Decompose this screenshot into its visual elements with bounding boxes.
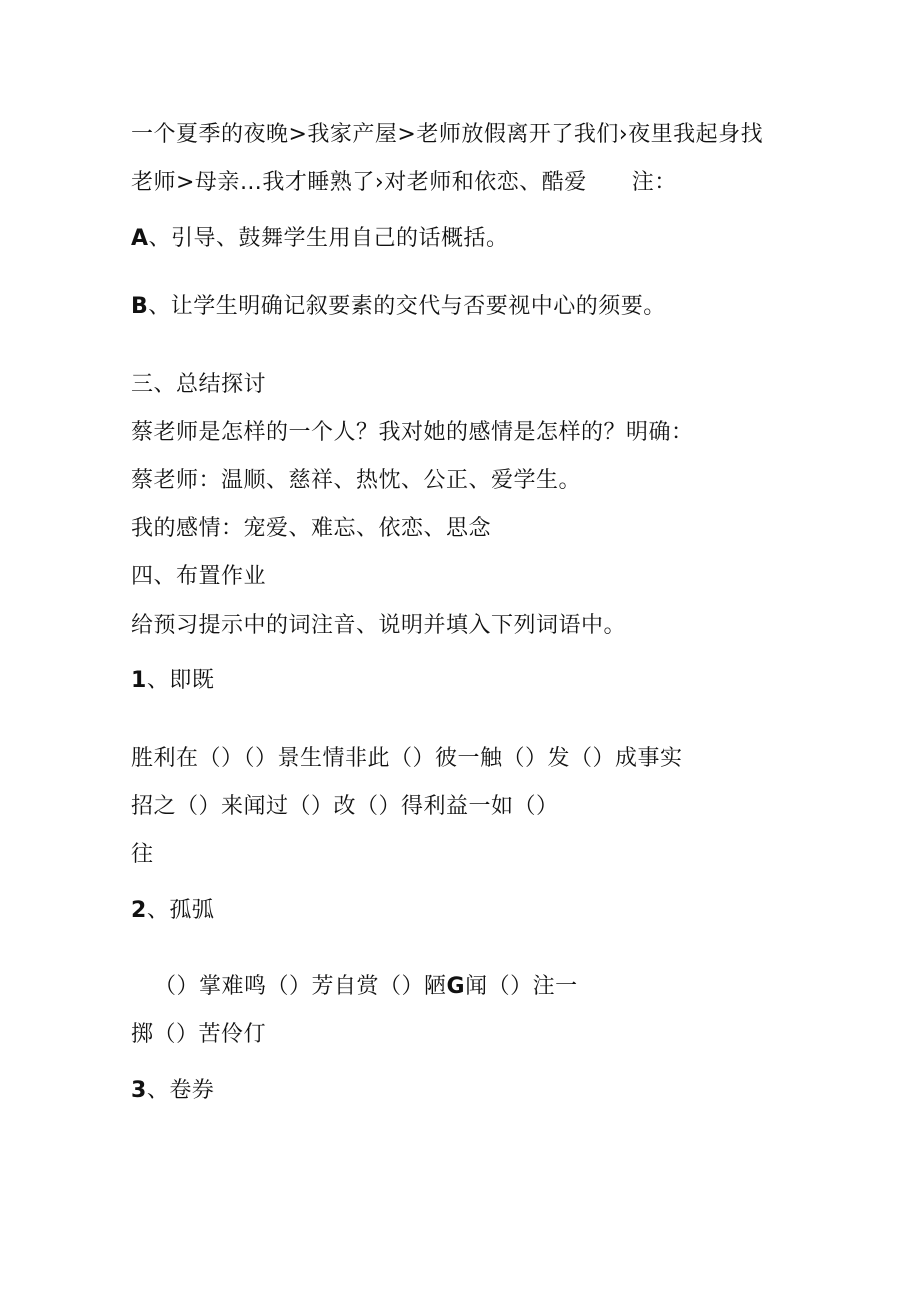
exercise-1-line-2: 招之（）来闻过（）改（）得利益一如（） [131,794,559,819]
item-2-marker: 2 [131,898,147,923]
section-heading-4: 四、布置作业 [131,564,267,589]
item-b [131,292,666,322]
item-2-text: 、孤弧 [146,898,215,923]
exercise-1-line-3: 往 [131,842,154,867]
item-1-marker: 1 [131,668,147,693]
item-2 [131,896,214,926]
text-line-feeling: 我的感情：宠爱、难忘、依恋、思念 [131,516,492,541]
item-3-text: 、卷券 [146,1078,215,1103]
exercise-2-line-2: 掷（）苦伶仃 [131,1022,267,1047]
exercise-1-line-1: 胜利在（）（）景生情非此（）彼一触（）发（）成事实 [131,746,683,771]
item-3-marker: 3 [131,1078,147,1103]
item-b-text: 、让学生明确记叙要素的交代与否要视中心的须要。 [148,294,666,319]
section-heading-3: 三、总结探讨 [131,372,267,397]
item-a-text: 、引导、鼓舞学生用自己的话概括。 [148,226,509,251]
text-line-2: 老师>母亲…我才睡熟了›对老师和依恋、酷爱 注： [131,170,677,195]
item-1-text: 、即既 [146,668,215,693]
text-line-teacher: 蔡老师：温顺、慈祥、热忱、公正、爱学生。 [131,468,582,493]
item-a-marker: A [131,226,149,251]
exercise-2-g-marker: G [446,974,466,999]
item-b-marker: B [131,294,149,319]
exercise-2-line-1 [154,972,578,1002]
text-line-question: 蔡老师是怎样的一个人？我对她的感情是怎样的？明确： [131,420,694,445]
item-a [131,224,509,254]
item-1 [131,666,214,696]
exercise-2-text-b: 闻（）注一 [465,974,578,999]
item-3 [131,1076,214,1106]
text-line-1: 一个夏季的夜晚>我家产屋>老师放假离开了我们›夜里我起身找 [131,122,764,147]
text-line-homework: 给预习提示中的词注音、说明并填入下列词语中。 [131,613,627,638]
exercise-2-text-a: （）掌难鸣（）芳自赏（）陋 [154,974,447,999]
